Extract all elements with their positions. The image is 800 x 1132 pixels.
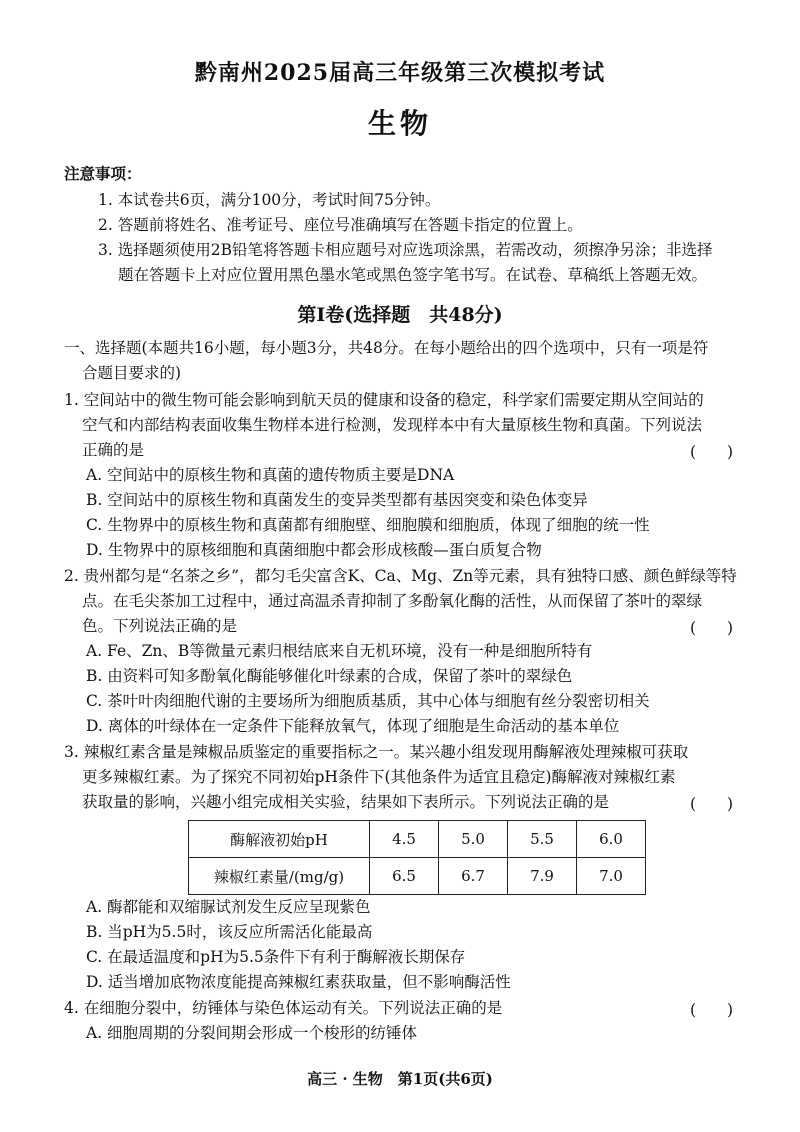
question-stem: 更多辣椒红素。为了探究不同初始pH条件下(其他条件为适宜且稳定)酶解液对辣椒红素 bbox=[82, 768, 676, 786]
option: A. 细胞周期的分裂间期会形成一个梭形的纺锤体 bbox=[86, 1024, 418, 1042]
table-cell: 6.5 bbox=[370, 858, 439, 895]
option: C. 生物界中的原核生物和真菌都有细胞壁、细胞膜和细胞质，体现了细胞的统一性 bbox=[86, 516, 650, 534]
table-cell: 5.5 bbox=[508, 821, 577, 858]
table-row-label: 辣椒红素量/(mg/g) bbox=[189, 858, 370, 895]
notice-item: 题在答题卡上对应位置用黑色墨水笔或黑色签字笔书写。在试卷、草稿纸上答题无效。 bbox=[118, 266, 708, 284]
table-cell: 6.0 bbox=[577, 821, 646, 858]
table-row bbox=[189, 821, 646, 858]
option: C. 茶叶叶肉细胞代谢的主要场所为细胞质基质，其中心体与细胞有丝分裂密切相关 bbox=[86, 692, 650, 710]
table-cell: 7.9 bbox=[508, 858, 577, 895]
table-row bbox=[189, 858, 646, 895]
question-stem: 1. 空间站中的微生物可能会影响到航天员的健康和设备的稳定，科学家们需要定期从空间站的 bbox=[64, 391, 704, 409]
option: B. 空间站中的原核生物和真菌发生的变异类型都有基因突变和染色体变异 bbox=[86, 491, 588, 509]
answer-parentheses: ( ) bbox=[690, 1001, 734, 1019]
section-title: 第Ⅰ卷(选择题 共48分) bbox=[297, 304, 503, 326]
table-cell: 4.5 bbox=[370, 821, 439, 858]
option: B. 由资料可知多酚氧化酶能够催化叶绿素的合成，保留了茶叶的翠绿色 bbox=[86, 667, 573, 685]
subject-title: 生物 bbox=[367, 107, 432, 140]
page-footer: 高三 · 生物 第1页(共6页) bbox=[307, 1070, 493, 1088]
table-cell: 7.0 bbox=[577, 858, 646, 895]
option: C. 在最适温度和pH为5.5条件下有利于酶解液长期保存 bbox=[86, 948, 466, 966]
data-table bbox=[188, 820, 646, 895]
answer-parentheses: ( ) bbox=[690, 443, 734, 461]
option: A. Fe、Zn、B等微量元素归根结底来自无机环境，没有一种是细胞所特有 bbox=[86, 642, 593, 660]
section-intro: 一、选择题(本题共16小题，每小题3分，共48分。在每小题给出的四个选项中，只有一项是符 bbox=[64, 339, 709, 357]
question-stem: 获取量的影响，兴趣小组完成相关实验，结果如下表所示。下列说法正确的是 bbox=[82, 793, 610, 811]
option: D. 适当增加底物浓度能提高辣椒红素获取量，但不影响酶活性 bbox=[86, 973, 511, 991]
question-stem: 色。下列说法正确的是 bbox=[82, 617, 238, 635]
question-stem: 空气和内部结构表面收集生物样本进行检测，发现样本中有大量原核生物和真菌。下列说法 bbox=[82, 416, 703, 434]
notice-heading: 注意事项： bbox=[64, 164, 142, 183]
question-stem: 2. 贵州都匀是“名茶之乡”，都匀毛尖富含K、Ca、Mg、Zn等元素，具有独特口感、颜色鲜绿等特 bbox=[64, 567, 737, 585]
option: A. 空间站中的原核生物和真菌的遗传物质主要是DNA bbox=[86, 466, 455, 484]
table-row-label: 酶解液初始pH bbox=[189, 821, 370, 858]
question-stem: 4. 在细胞分裂中，纺锤体与染色体运动有关。下列说法正确的是 bbox=[64, 999, 503, 1017]
answer-parentheses: ( ) bbox=[690, 795, 734, 813]
section-intro: 合题目要求的) bbox=[82, 364, 182, 382]
question-stem: 点。在毛尖茶加工过程中，通过高温杀青抑制了多酚氧化酶的活性，从而保留了茶叶的翠绿 bbox=[82, 592, 703, 610]
notice-item: 1. 本试卷共6页，满分100分，考试时间75分钟。 bbox=[98, 191, 441, 209]
notice-item: 3. 选择题须使用2B铅笔将答题卡相应题号对应选项涂黑，若需改动，须擦净另涂；非选择 bbox=[98, 241, 713, 259]
exam-title: 黔南州2025届高三年级第三次模拟考试 bbox=[194, 60, 606, 86]
question-stem: 3. 辣椒红素含量是辣椒品质鉴定的重要指标之一。某兴趣小组发现用酶解液处理辣椒可获取 bbox=[64, 743, 689, 761]
option: D. 生物界中的原核细胞和真菌细胞中都会形成核酸—蛋白质复合物 bbox=[86, 541, 542, 559]
question-stem: 正确的是 bbox=[82, 441, 145, 459]
option: A. 酶都能和双缩脲试剂发生反应呈现紫色 bbox=[86, 898, 371, 916]
table-cell: 5.0 bbox=[439, 821, 508, 858]
notice-item: 2. 答题前将姓名、准考证号、座位号准确填写在答题卡指定的位置上。 bbox=[98, 216, 583, 234]
option: B. 当pH为5.5时，该反应所需活化能最高 bbox=[86, 923, 373, 941]
option: D. 离体的叶绿体在一定条件下能释放氧气，体现了细胞是生命活动的基本单位 bbox=[86, 717, 620, 735]
table-cell: 6.7 bbox=[439, 858, 508, 895]
answer-parentheses: ( ) bbox=[690, 619, 734, 637]
